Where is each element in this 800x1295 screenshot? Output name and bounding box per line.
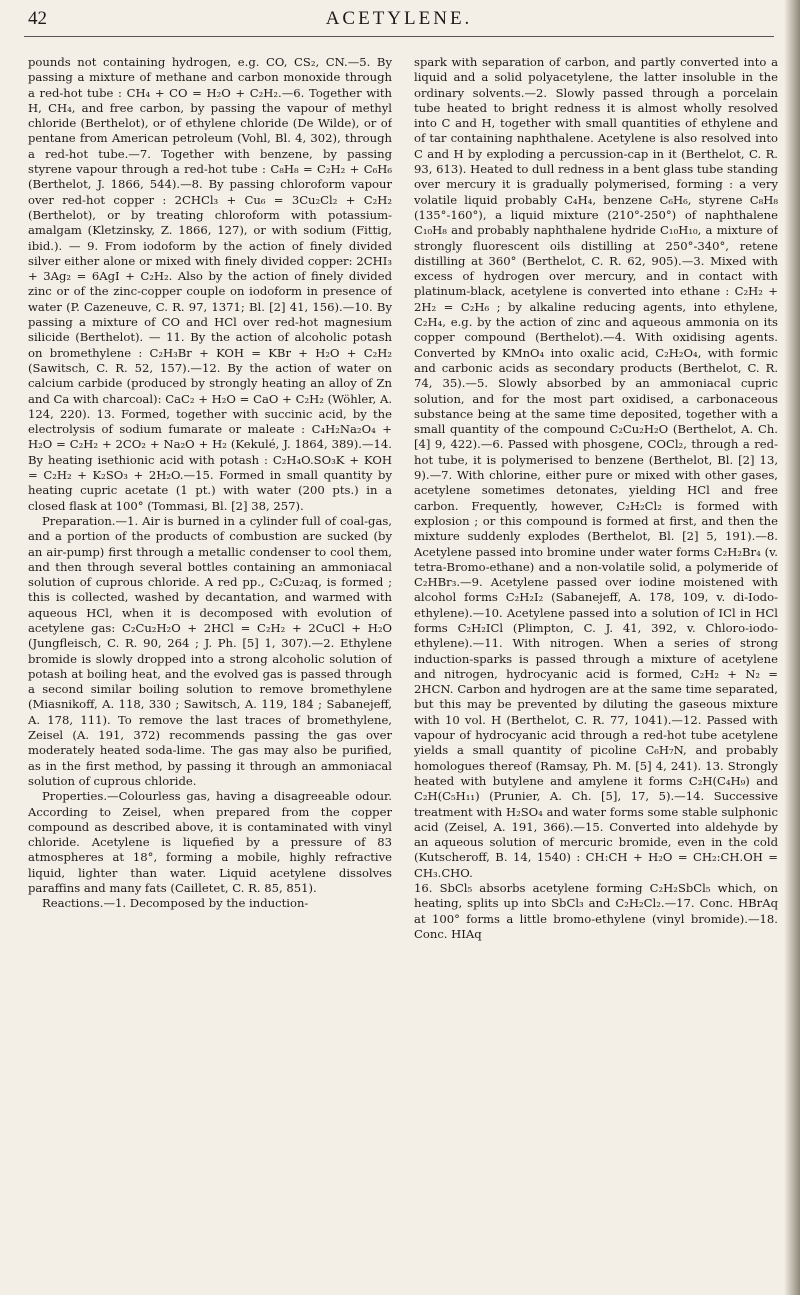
paragraph-preparation: Preparation.—1. Air is burned in a cylinder full of coal-gas, and a portion of the products of combustion are sucked (by an air-pump) first through a metallic condenser to cool them, and then through several bottles containing an ammoniacal solution of cuprous chloride. A red pp., C₂Cu₂aq, is formed ; this is collected, washed by decantation, and warmed with aqueous HCl, when it is decomposed with evolution of acetylene gas: C₂Cu₂H₂O + 2HCl = C₂H₂ + 2CuCl + H₂O (Jungfleisch, C. R. 90, 264 ; J. Ph. [5] 1, 307).—2. Ethylene bromide is slowly dropped into a strong alcoholic solution of potash at boiling heat, and the evolved gas is passed through a second similar boiling solution to remove bromethylene (Miasnikoff, A. 118, 330 ; Sawitsch, A. 119, 184 ; Sabanejeff, A. 178, 111). To remove the last traces of bromethylene, Zeisel (A. 191, 372) recommends passing the gas over moderately heated soda-lime. The gas may also be purified, as in the first method, by passing it through an ammoniacal solution of cuprous chloride. <box>28 513 392 788</box>
paragraph-sources: pounds not containing hydrogen, e.g. CO, CS₂, CN.—5. By passing a mixture of methane and carbon monoxide through a red-hot tube : CH₄ + CO = H₂O + C₂H₂.—6. Together with H, CH₄, and free carbon, by passing the vapour of methyl chloride (Berthelot), or of ethylene chloride (De Wilde), or of pentane from American petroleum (Vohl, Bl. 4, 302), through a red-hot tube.—7. Together with benzene, by passing styrene vapour through a red-hot tube : C₈H₈ = C₂H₂ + C₆H₆ (Berthelot, J. 1866, 544).—8. By passing chloroform vapour over red-hot copper : 2CHCl₃ + Cu₆ = 3Cu₂Cl₂ + C₂H₂ (Berthelot), or by treating chloroform with potassium-amalgam (Kletzinsky, Z. 1866, 127), or with sodium (Fittig, ibid.). — 9. From iodoform by the action of finely divided silver either alone or mixed with finely divided copper: 2CHI₃ + 3Ag₂ = 6AgI + C₂H₂. Also by the action of finely divided zinc or of the zinc-copper couple on iodoform in presence of water (P. Cazeneuve, C. R. 97, 1371; Bl. [2] 41, 156).—10. By passing a mixture of CO and HCl over red-hot magnesium silicide (Berthelot). — 11. By the action of alcoholic potash on bromethylene : C₂H₃Br + KOH = KBr + H₂O + C₂H₂ (Sawitsch, C. R. 52, 157).—12. By the action of water on calcium carbide (produced by strongly heating an alloy of Zn and Ca with charcoal): CaC₂ + H₂O = CaO + C₂H₂ (Wöhler, A. 124, 220). 13. Formed, together with succinic acid, by the electrolysis of sodium fumarate or maleate : C₄H₂Na₂O₄ + H₂O = C₂H₂ + 2CO₂ + Na₂O + H₂ (Kekulé, J. 1864, 389).—14. By heating isethionic acid with potash : C₂H₄O.SO₃K + KOH = C₂H₂ + K₂SO₃ + 2H₂O.—15. Formed in small quantity by heating cupric acetate (1 pt.) with water (200 pts.) in a closed flask at 100° (Tommasi, Bl. [2] 38, 257). <box>28 55 392 513</box>
page-number: 42 <box>28 8 47 29</box>
right-column <box>414 55 778 1290</box>
paragraph-reactions: Reactions.—1. Decomposed by the induction- <box>42 896 309 911</box>
paragraph-reactions-16-18: 16. SbCl₅ absorbs acetylene forming C₂H₂SbCl₅ which, on heating, splits up into SbCl₃ and C₂H₂Cl₂.—17. Conc. HBrAq at 100° forms a little bromo-ethylene (vinyl bromide).—18. Conc. HIAq <box>414 881 778 941</box>
paragraph-properties: Properties.—Colourless gas, having a disagreeable odour. According to Zeisel, when prepared from the copper compound as described above, it is contaminated with vinyl chloride. Acetylene is liquefied by a pressure of 83 atmospheres at 18°, forming a mobile, highly refractive liquid, lighter than water. Liquid acetylene dissolves paraffins and many fats (Cailletet, C. R. 85, 851). <box>28 789 392 896</box>
page-header <box>24 0 774 44</box>
header-rule <box>24 36 774 37</box>
left-column <box>28 55 392 1290</box>
page-edge-shadow <box>784 0 800 1295</box>
running-title: ACETYLENE. <box>325 8 473 29</box>
paragraph-reactions-continued: spark with separation of carbon, and partly converted into a liquid and a solid polyacetylene, the latter insoluble in the ordinary solvents.—2. Slowly passed through a porcelain tube heated to bright redness it is almost wholly resolved into C and H, together with small quantities of ethylene and of tar containing naphthalene. Acetylene is also resolved into C and H by exploding a percussion-cap in it (Berthelot, C. R. 93, 613). Heated to dull redness in a bent glass tube standing over mercury it is gradually polymerised, forming : a very volatile liquid probably C₄H₄, benzene C₆H₆, styrene C₈H₈ (135°-160°), a liquid mixture (210°-250°) of naphthalene C₁₀H₈ and probably naphthalene hydride C₁₀H₁₀, a mixture of strongly fluorescent oils distilling at 250°-340°, retene distilling at 360° (Berthelot, C. R. 62, 905).—3. Mixed with excess of hydrogen over mercury, and in contact with platinum-black, acetylene is converted into ethane : C₂H₂ + 2H₂ = C₂H₆ ; by alkaline reducing agents, into ethylene, C₂H₄, e.g. by the action of zinc and aqueous ammonia on its copper compound (Berthelot).—4. With oxidising agents. Converted by KMnO₄ into oxalic acid, C₂H₂O₄, with formic and carbonic acids as secondary products (Berthelot, C. R. 74, 35).—5. Slowly absorbed by an ammoniacal cupric solution, and for the most part oxidised, a carbonaceous substance being at the same time deposited, together with a small quantity of the compound C₂Cu₂H₂O (Berthelot, A. Ch. [4] 9, 422).—6. Passed with phosgene, COCl₂, through a red-hot tube, it is polymerised to benzene (Berthelot, Bl. [2] 13, 9).—7. With chlorine, either pure or mixed with other gases, acetylene sometimes detonates, yielding HCl and free carbon. Frequently, however, C₂H₂Cl₂ is formed with explosion ; or this compound is formed at first, and then the mixture suddenly explodes (Berthelot, Bl. [2] 5, 191).—8. Acetylene passed into bromine under water forms C₂H₂Br₄ (v. tetra-Bromo-ethane) and a non-volatile solid, a polymeride of C₂HBr₃.—9. Acetylene passed over iodine moistened with alcohol forms C₂H₂I₂ (Sabanejeff, A. 178, 109, v. di-Iodo-ethylene).—10. Acetylene passed into a solution of ICl in HCl forms C₂H₂ICl (Plimpton, C. J. 41, 392, v. Chloro-iodo-ethylene).—11. With nitrogen. When a series of strong induction-sparks is passed through a mixture of acetylene and nitrogen, hydrocyanic acid is formed, C₂H₂ + N₂ = 2HCN. Carbon and hydrogen are at the same time separated, but this may be prevented by diluting the gaseous mixture with 10 vol. H (Berthelot, C. R. 77, 1041).—12. Passed with vapour of hydrocyanic acid through a red-hot tube acetylene yields a small quantity of picoline C₆H₇N, and probably homologues thereof (Ramsay, Ph. M. [5] 4, 241). 13. Strongly heated with butylene and amylene it forms C₂H(C₄H₉) and C₂H(C₅H₁₁) (Prunier, A. Ch. [5], 17, 5).—14. Successive treatment with H₂SO₄ and water forms some stable sulphonic acid (Zeisel, A. 191, 366).—15. Converted into aldehyde by an aqueous solution of mercuric bromide, even in the cold (Kutscheroff, B. 14, 1540) : CH:CH + H₂O = CH₂:CH.OH = CH₃.CHO. <box>414 55 778 880</box>
